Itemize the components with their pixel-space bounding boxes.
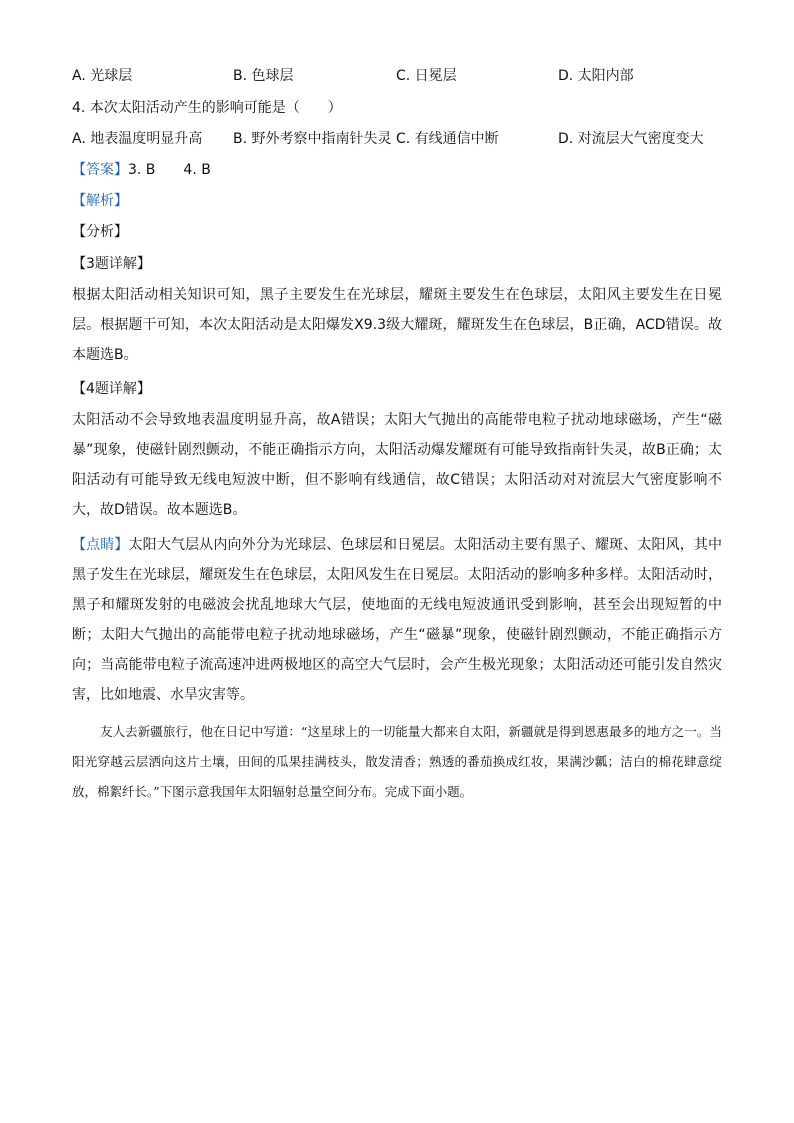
q3-option-a: A. 光球层 [72, 68, 133, 84]
q4-option-c: C. 有线通信中断 [396, 131, 499, 147]
q4-option-a: A. 地表温度明显升高 [72, 131, 203, 147]
q3-option-c: C. 日冕层 [396, 68, 457, 84]
q4-stem: 4. 本次太阳活动产生的影响可能是（ ） [72, 100, 342, 116]
dianjing-tag: 【点睛】 [72, 537, 129, 553]
analysis-tag: 【解析】 [72, 193, 128, 209]
q4-detail-text: 太阳活动不会导致地表温度明显升高，故A错误；太阳大气抛出的高能带电粒子扰动地球磁场，产生“磁暴”现象，使磁针剧烈颤动，不能正确指示方向，太阳活动爆发耀斑有可能导致指南针失灵，故B正确；太阳活动有可能导致无线电短波中断，但不影响有线通信，故C错误；太阳活动对对流层大气密度影响不大，故D错误。故本题选B。 [72, 412, 722, 518]
q4-detail-tag: 【4题详解】 [72, 381, 151, 397]
dianjing-paragraph [72, 530, 722, 710]
answer-line [72, 161, 211, 179]
dianjing-text: 太阳大气层从内向外分为光球层、色球层和日冕层。太阳活动主要有黑子、耀斑、太阳风，其中黑子发生在光球层，耀斑发生在色球层，太阳风发生在日冕层。太阳活动的影响多种多样。太阳活动时，黑子和耀斑发射的电磁波会扰乱地球大气层，使地面的无线电短波通讯受到影响，甚至会出现短暂的中断；太阳大气抛出的高能带电粒子扰动地球磁场，产生“磁暴”现象，使磁针剧烈颤动，不能正确指示方向；当高能带电粒子流高速冲进两极地区的高空大气层时，会产生极光现象；太阳活动还可能引发自然灾害，比如地震、水旱灾害等。 [72, 537, 723, 703]
q4-option-d: D. 对流层大气密度变大 [558, 131, 704, 147]
fenxi-tag: 【分析】 [72, 224, 128, 240]
q3-option-d: D. 太阳内部 [558, 68, 634, 84]
answer-text: 3. B 4. B [128, 162, 211, 178]
answer-tag: 【答案】 [72, 162, 128, 178]
q3-detail-text: 根据太阳活动相关知识可知，黑子主要发生在光球层，耀斑主要发生在色球层，太阳风主要发生在日冕层。根据题干可知，本次太阳活动是太阳爆发X9.3级大耀斑，耀斑发生在色球层，B正确，ACD错误。故本题选B。 [72, 287, 722, 363]
q4-option-b: B. 野外考察中指南针失灵 [233, 131, 392, 147]
q3-option-b: B. 色球层 [233, 68, 294, 84]
material-paragraph: 友人去新疆旅行，他在日记中写道：“这星球上的一切能量大都来自太阳，新疆就是得到恩惠最多的地方之一。当阳光穿越云层洒向这片土壤，田间的瓜果挂满枝头，散发清香；熟透的番茄换成红妆，果满沙瓤；洁白的棉花肆意绽放，棉絮纤长。”下图示意我国年太阳辐射总量空间分布。完成下面小题。 [72, 724, 722, 799]
q3-detail-tag: 【3题详解】 [72, 256, 151, 272]
